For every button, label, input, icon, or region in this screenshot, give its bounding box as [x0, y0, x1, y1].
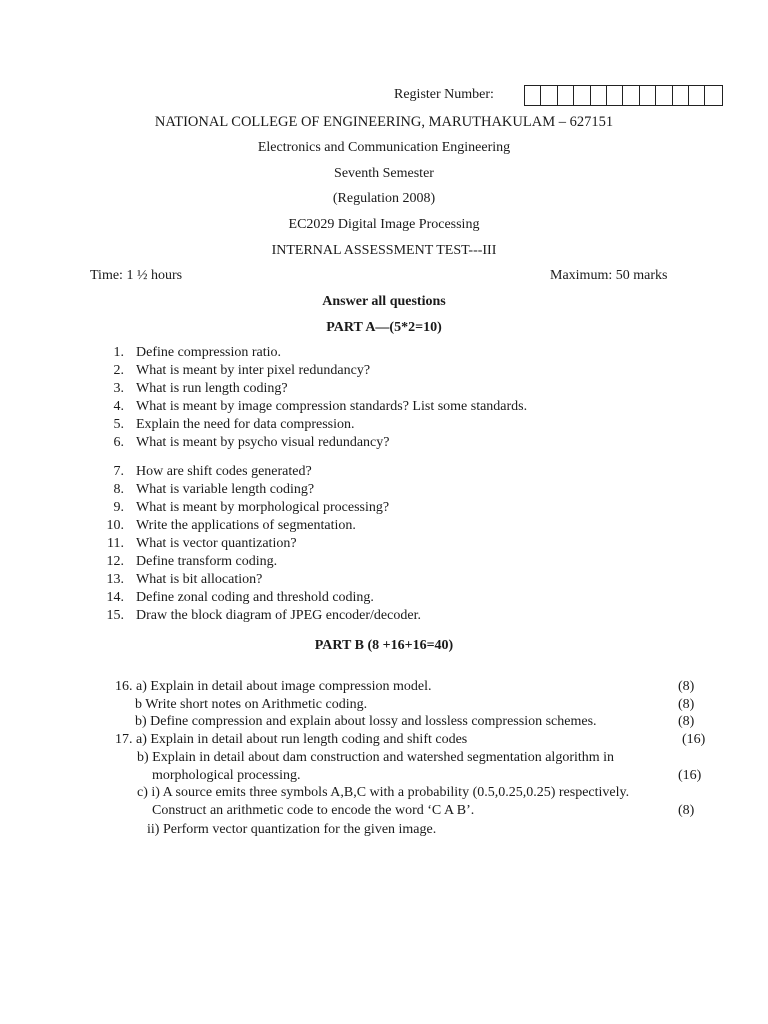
maximum-marks: Maximum: 50 marks: [550, 268, 668, 283]
instruction: Answer all questions: [322, 294, 446, 309]
register-digit-box[interactable]: [705, 86, 721, 105]
test-title: INTERNAL ASSESSMENT TEST---III: [271, 243, 497, 258]
register-digit-box[interactable]: [623, 86, 639, 105]
question-text: morphological processing.: [152, 768, 301, 783]
question-number: 13.: [106, 572, 124, 587]
question-text: What is meant by image compression standards? List some standards.: [136, 399, 528, 414]
question-marks: (16): [682, 732, 706, 747]
question-text: What is variable length coding?: [136, 482, 315, 497]
register-digit-box[interactable]: [673, 86, 689, 105]
register-digit-box[interactable]: [558, 86, 574, 105]
question-number: 8.: [113, 482, 124, 497]
register-digit-box[interactable]: [591, 86, 607, 105]
question-number: 14.: [106, 590, 124, 605]
question-text: What is bit allocation?: [136, 572, 263, 587]
question-number: 7.: [113, 464, 124, 479]
register-digit-box[interactable]: [574, 86, 590, 105]
question-text: b) Explain in detail about dam construction and watershed segmentation algorithm in: [137, 750, 615, 765]
question-number: 2.: [113, 363, 124, 378]
question-number: 5.: [113, 417, 124, 432]
question-marks: (8): [678, 697, 695, 712]
college-name: NATIONAL COLLEGE OF ENGINEERING, MARUTHAKULAM – 627151: [154, 114, 614, 130]
time-duration: Time: 1 ½ hours: [90, 268, 183, 283]
question-text: What is run length coding?: [136, 381, 288, 396]
question-number: 4.: [113, 399, 124, 414]
question-text: b Write short notes on Arithmetic coding.: [135, 697, 368, 712]
question-marks: (8): [678, 679, 695, 694]
register-digit-box[interactable]: [541, 86, 557, 105]
question-text: Explain the need for data compression.: [136, 417, 355, 432]
question-number: 10.: [106, 518, 124, 533]
question-number: 9.: [113, 500, 124, 515]
regulation: (Regulation 2008): [332, 191, 436, 206]
part-a-title: PART A—(5*2=10): [326, 320, 442, 335]
question-marks: (16): [678, 768, 702, 783]
register-number-label: Register Number:: [394, 87, 494, 102]
question-text: ii) Perform vector quantization for the given image.: [147, 822, 437, 837]
register-digit-box[interactable]: [525, 86, 541, 105]
question-text: What is meant by morphological processing?: [136, 500, 390, 515]
question-text: Define compression ratio.: [136, 345, 282, 360]
question-number: 3.: [113, 381, 124, 396]
register-digit-box[interactable]: [656, 86, 672, 105]
question-number: 12.: [106, 554, 124, 569]
register-digit-box[interactable]: [607, 86, 623, 105]
part-b-title: PART B (8 +16+16=40): [314, 638, 454, 653]
question-text: What is meant by inter pixel redundancy?: [136, 363, 371, 378]
question-text: Define transform coding.: [136, 554, 278, 569]
question-number: 1.: [113, 345, 124, 360]
register-digit-box[interactable]: [689, 86, 705, 105]
register-digit-box[interactable]: [640, 86, 656, 105]
register-number-boxes[interactable]: [524, 85, 723, 106]
semester: Seventh Semester: [334, 166, 434, 181]
question-text: What is meant by psycho visual redundancy?: [136, 435, 390, 450]
question-text: b) Define compression and explain about lossy and lossless compression schemes.: [135, 714, 597, 729]
question-number: 11.: [107, 536, 124, 551]
question-text: Construct an arithmetic code to encode the word ‘C A B’.: [152, 803, 475, 818]
question-text: c) i) A source emits three symbols A,B,C with a probability (0.5,0.25,0.25) respectively.: [137, 785, 630, 800]
course-title: EC2029 Digital Image Processing: [288, 217, 480, 232]
question-text: 17. a) Explain in detail about run length coding and shift codes: [115, 732, 468, 747]
question-text: Write the applications of segmentation.: [136, 518, 356, 533]
department-name: Electronics and Communication Engineering: [257, 140, 511, 155]
question-text: 16. a) Explain in detail about image compression model.: [115, 679, 432, 694]
question-text: Define zonal coding and threshold coding.: [136, 590, 374, 605]
question-number: 6.: [113, 435, 124, 450]
question-marks: (8): [678, 803, 695, 818]
question-text: What is vector quantization?: [136, 536, 297, 551]
question-number: 15.: [106, 608, 124, 623]
question-marks: (8): [678, 714, 695, 729]
question-text: Draw the block diagram of JPEG encoder/decoder.: [136, 608, 421, 623]
question-text: How are shift codes generated?: [136, 464, 312, 479]
